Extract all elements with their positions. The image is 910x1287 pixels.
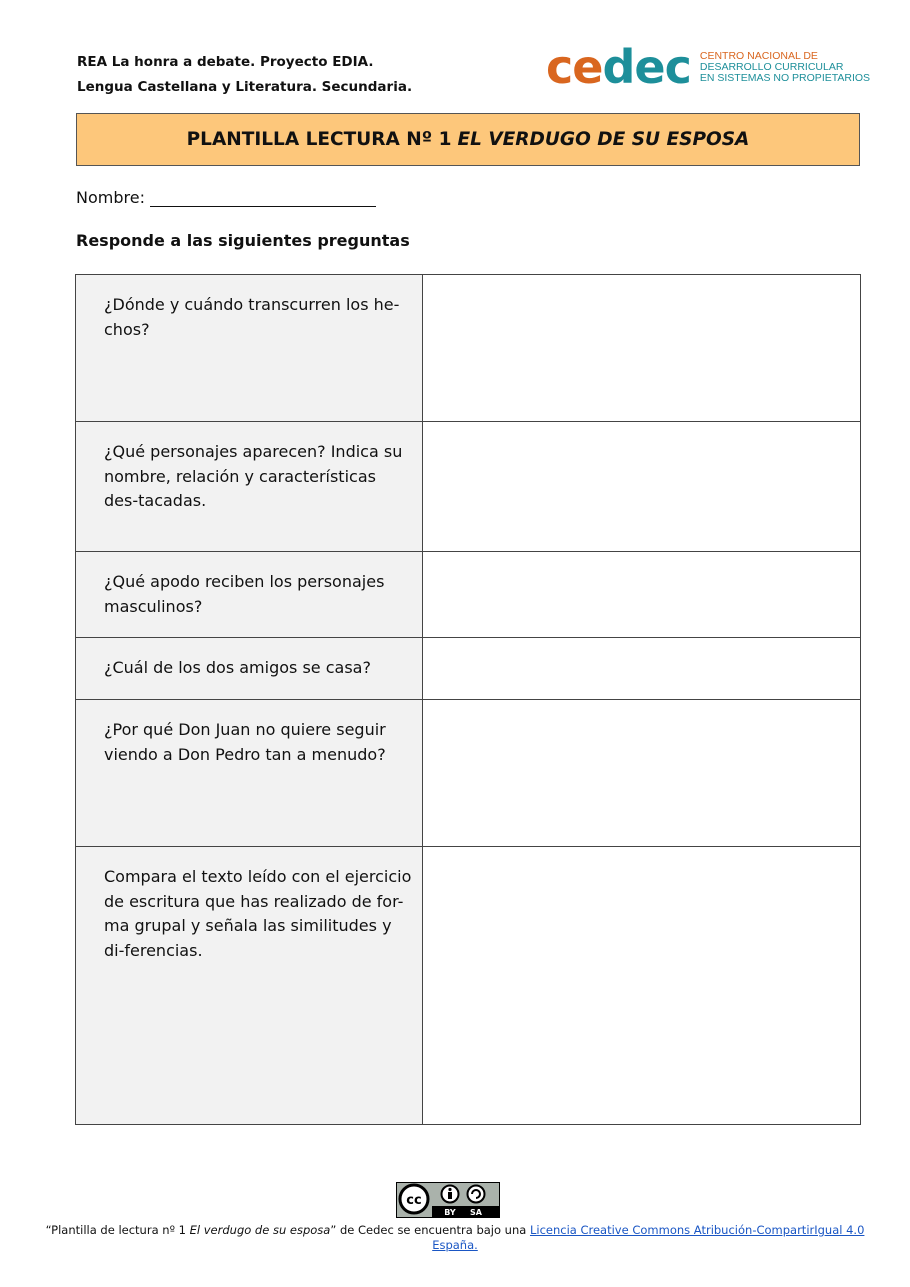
footer-text-italic: El verdugo de su esposa [189, 1223, 331, 1237]
title-banner [76, 113, 860, 166]
questions-table [75, 274, 861, 1125]
header-line-2: Lengua Castellana y Literatura. Secundaria. [77, 79, 413, 95]
license-link[interactable]: Licencia Creative Commons Atribución-CompartirIgual 4.0 España. [432, 1223, 865, 1252]
table-row [76, 847, 861, 1125]
question-cell: ¿Cuál de los dos amigos se casa? [76, 638, 423, 700]
name-blank-line[interactable] [150, 188, 376, 207]
document-header [77, 50, 412, 100]
badge-by-label: BY [444, 1208, 456, 1217]
cedec-logo-subtitle: CENTRO NACIONAL DE DESARROLLO CURRICULAR EN SISTEMAS NO PROPIETARIOS [699, 49, 871, 84]
table-row [76, 422, 861, 552]
question-cell: ¿Dónde y cuándo transcurren los he-chos? [76, 275, 423, 422]
name-label: Nombre: [76, 188, 145, 207]
question-cell: ¿Qué apodo reciben los personajes masculinos? [76, 552, 423, 638]
answer-cell[interactable] [423, 552, 861, 638]
question-cell: ¿Por qué Don Juan no quiere seguir viendo a Don Pedro tan a menudo? [76, 700, 423, 847]
table-row [76, 275, 861, 422]
footer-text-after: ” de Cedec se encuentra bajo una [330, 1223, 530, 1237]
question-cell: ¿Qué personajes aparecen? Indica su nombre, relación y características des-tacadas. [76, 422, 423, 552]
cedec-logo [546, 42, 870, 92]
answer-cell[interactable] [423, 847, 861, 1125]
table-row [76, 552, 861, 638]
table-row [76, 700, 861, 847]
table-row [76, 638, 861, 700]
svg-text:cc: cc [406, 1193, 422, 1208]
name-field-row [76, 188, 376, 207]
header-line-1: REA La honra a debate. Proyecto EDIA. [77, 54, 374, 70]
answer-cell[interactable] [423, 638, 861, 700]
footer-text-before: “Plantilla de lectura nº 1 [45, 1223, 190, 1237]
cc-by-sa-badge-icon[interactable] [396, 1182, 500, 1218]
answer-cell[interactable] [423, 422, 861, 552]
question-cell: Compara el texto leído con el ejercicio de escritura que has realizado de for-ma grupal y señala las similitudes y di-ferencias. [76, 847, 423, 1125]
license-footer [40, 1223, 870, 1253]
cedec-logo-word: cedec [546, 40, 691, 94]
badge-sa-label: SA [470, 1208, 482, 1217]
title-italic: EL VERDUGO DE SU ESPOSA [457, 129, 750, 150]
title-plain: PLANTILLA LECTURA Nº 1 [186, 129, 452, 150]
answer-cell[interactable] [423, 700, 861, 847]
answer-cell[interactable] [423, 275, 861, 422]
instructions-heading: Responde a las siguientes preguntas [76, 231, 410, 250]
